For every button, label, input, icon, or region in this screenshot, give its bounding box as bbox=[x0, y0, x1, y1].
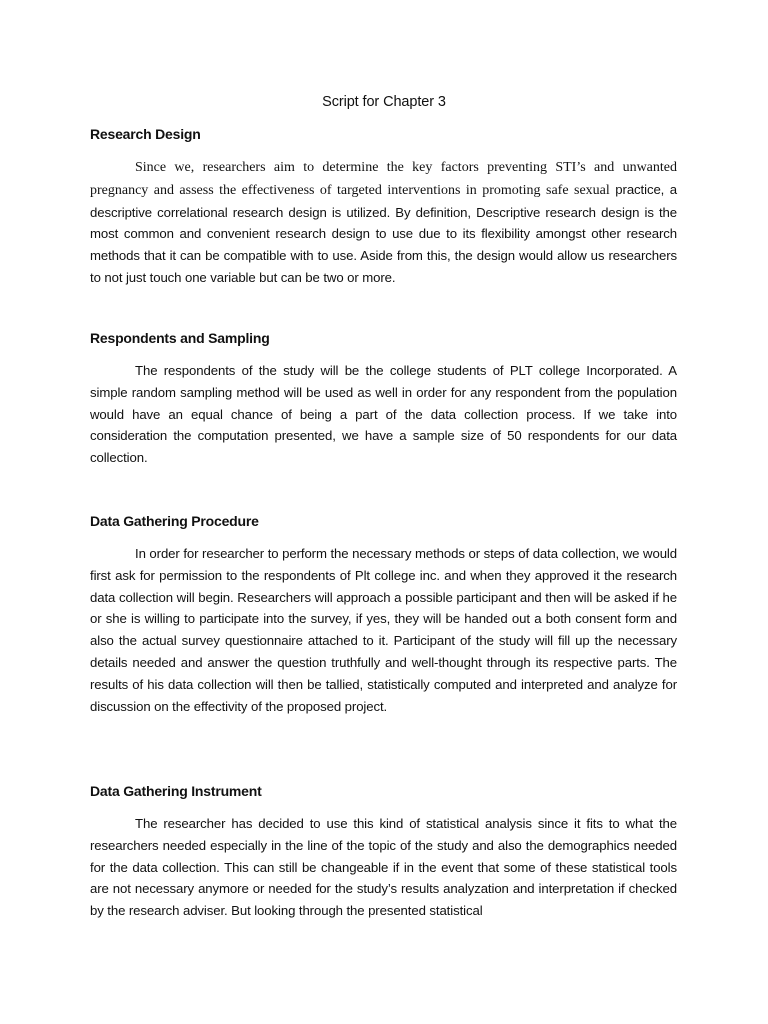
section-paragraph-respondents-and-sampling: The respondents of the study will be the college students of PLT college Incorporated. A simple random sampling method will be used as well in order for any respondent from the population would have an equal chance of being a part of the data collection process. If we take into consideration the computation presented, we have a sample size of 50 respondents for our data collection. bbox=[90, 363, 677, 466]
section-heading-research-design: Research Design bbox=[90, 126, 201, 142]
section-paragraph-research-design bbox=[90, 156, 677, 289]
section-heading-respondents-and-sampling: Respondents and Sampling bbox=[90, 330, 270, 346]
paragraph-lead-text: Since we, researchers aim to determine the key factors preventing STI’s and unwanted pregnancy and assess the effectiveness of targeted interventions in promoting safe sexual bbox=[90, 160, 677, 198]
section-paragraph-data-gathering-instrument: The researcher has decided to use this kind of statistical analysis since it fits to what the researchers needed especially in the line of the topic of the study and also the demographics needed for the data collection. This can still be changeable if in the event that some of these statistical tools are not necessary anymore or needed for the study’s results analyzation and interpretation if checked by the research adviser. But looking through the presented statistical bbox=[90, 816, 677, 919]
document-title: Script for Chapter 3 bbox=[322, 94, 446, 110]
section-heading-data-gathering-procedure: Data Gathering Procedure bbox=[90, 513, 259, 529]
paragraph-body-text: practice, a descriptive correlational research design is utilized. By definition, Descriptive research design is the most common and convenient research design to use due to its flexibility amongst other research methods that it can be compatible with to use. Aside from this, the design would allow us researchers to not just touch one variable but can be two or more. bbox=[90, 181, 677, 285]
section-heading-data-gathering-instrument: Data Gathering Instrument bbox=[90, 783, 262, 799]
section-paragraph-data-gathering-procedure: In order for researcher to perform the necessary methods or steps of data collection, we would first ask for permission to the respondents of Plt college inc. and when they approved it the research data collection will begin. Researchers will approach a possible participant and then will be asked if he or she is willing to participate into the survey, if yes, they will be handed out a both consent form and also the actual survey questionnaire attached to it. Participant of the study will fill up the necessary details needed and answer the question truthfully and well-thought through its respective parts. The results of his data collection will then be tallied, statistically computed and interpreted and analyze for discussion on the effectivity of the proposed project. bbox=[90, 546, 677, 714]
